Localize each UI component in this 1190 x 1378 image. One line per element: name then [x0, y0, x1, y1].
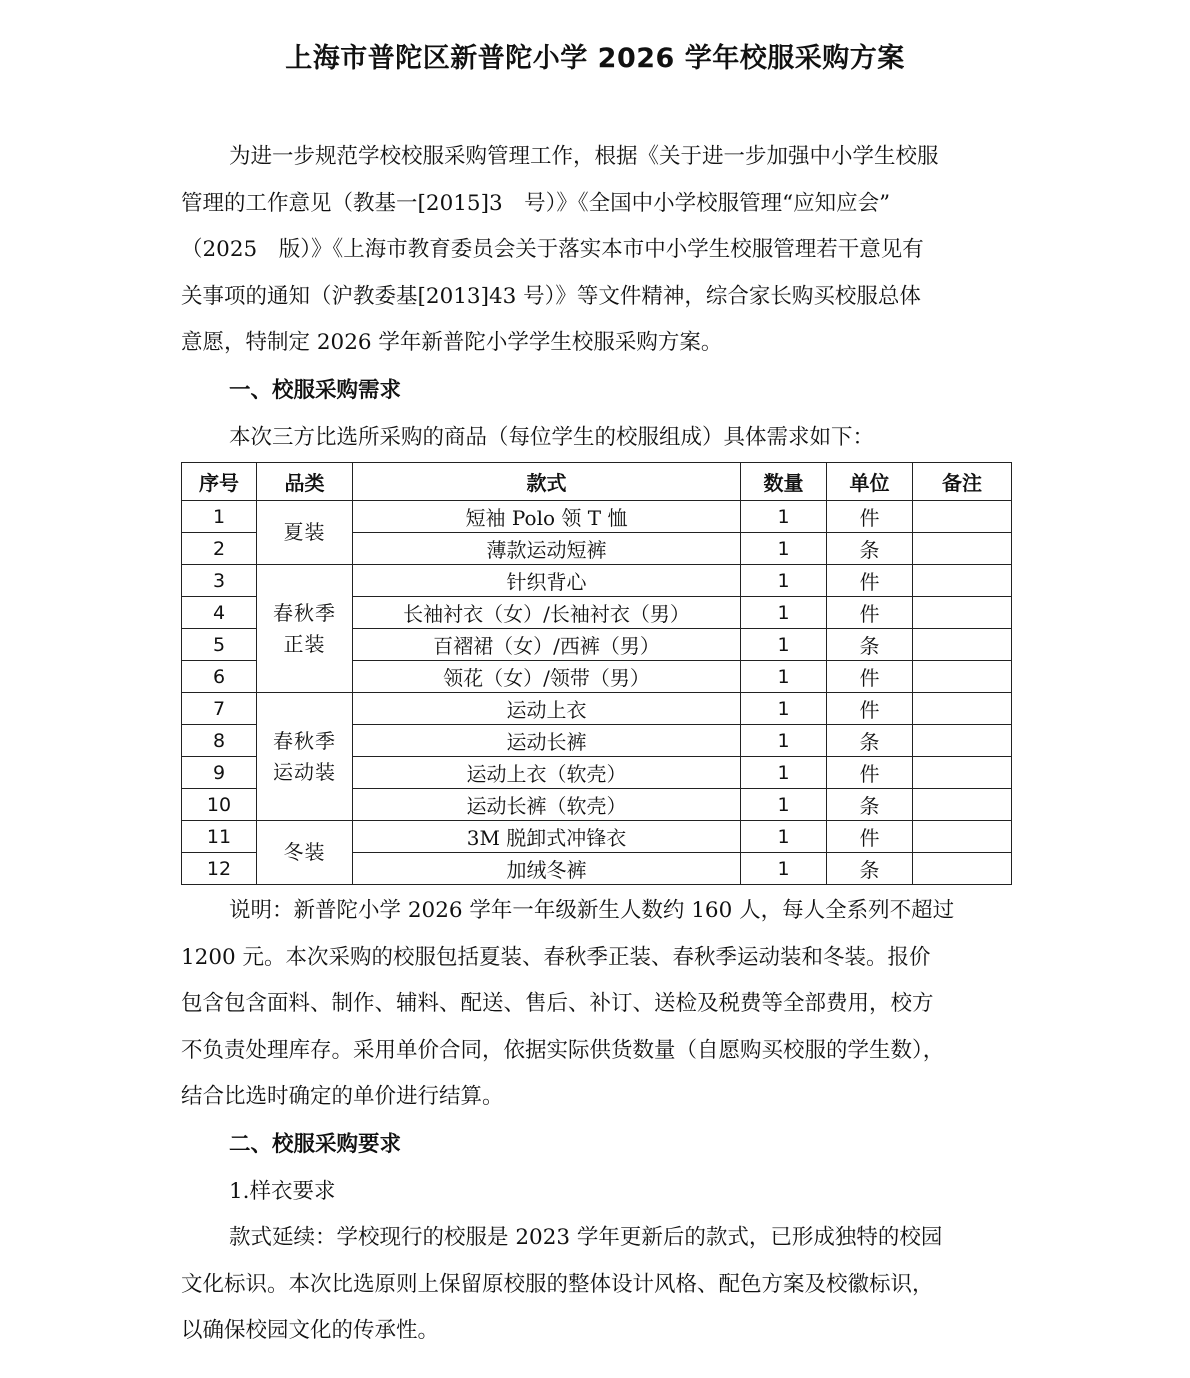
note-line: 包含包含面料、制作、辅料、配送、售后、补订、送检及税费等全部费用，校方 — [181, 991, 934, 1016]
intro-line: 管理的工作意见（教基一[2015]3 号）》《全国中小学校服管理“应知应会” — [181, 190, 891, 216]
cell-no: 12 — [182, 853, 257, 885]
header-style: 款式 — [353, 463, 741, 501]
cell-unit: 件 — [827, 597, 913, 629]
cell-qty: 1 — [741, 757, 827, 789]
section-1-heading: 一、校服采购需求 — [229, 378, 402, 403]
document-title: 上海市普陀区新普陀小学 2026 学年校服采购方案 — [285, 43, 905, 74]
cell-unit: 件 — [827, 501, 913, 533]
table-header-row — [182, 463, 1012, 501]
cell-note — [913, 725, 1012, 757]
cell-no: 6 — [182, 661, 257, 693]
cell-qty: 1 — [741, 693, 827, 725]
cell-qty: 1 — [741, 629, 827, 661]
cell-no: 3 — [182, 565, 257, 597]
cell-no: 8 — [182, 725, 257, 757]
cell-note — [913, 533, 1012, 565]
cell-unit: 件 — [827, 565, 913, 597]
intro-line: （2025 版）》《上海市教育委员会关于落实本市中小学生校服管理若干意见有 — [181, 237, 924, 262]
header-unit: 单位 — [827, 463, 913, 501]
category-line: 春秋季 — [273, 600, 336, 625]
cell-no: 1 — [182, 501, 257, 533]
intro-paragraph — [181, 134, 1011, 367]
category-line: 春秋季 — [273, 728, 336, 753]
intro-line: 为进一步规范学校校服采购管理工作，根据《关于进一步加强中小学生校服 — [229, 144, 939, 169]
cell-unit: 件 — [827, 693, 913, 725]
cell-note — [913, 629, 1012, 661]
cell-note — [913, 661, 1012, 693]
cell-qty: 1 — [741, 661, 827, 693]
header-qty: 数量 — [741, 463, 827, 501]
intro-line: 关事项的通知（沪教委基[2013]43 号）》等文件精神，综合家长购买校服总体 — [181, 283, 921, 309]
cell-qty: 1 — [741, 597, 827, 629]
cell-style: 长袖衬衣（女）/长袖衬衣（男） — [353, 597, 741, 629]
table-row — [182, 821, 1012, 853]
header-no: 序号 — [182, 463, 257, 501]
cell-qty: 1 — [741, 853, 827, 885]
cell-style: 薄款运动短裤 — [353, 533, 741, 565]
header-category: 品类 — [257, 463, 353, 501]
category-line: 正装 — [283, 631, 326, 656]
cell-note — [913, 757, 1012, 789]
cell-qty: 1 — [741, 501, 827, 533]
cell-unit: 件 — [827, 757, 913, 789]
cell-no: 2 — [182, 533, 257, 565]
cell-style: 短袖 Polo 领 T 恤 — [353, 501, 741, 533]
table-row — [182, 501, 1012, 533]
cell-category — [257, 565, 353, 693]
category-line: 夏装 — [283, 520, 326, 544]
cell-unit: 件 — [827, 821, 913, 853]
cell-qty: 1 — [741, 789, 827, 821]
cell-note — [913, 597, 1012, 629]
cell-note — [913, 693, 1012, 725]
cell-style: 加绒冬裤 — [353, 853, 741, 885]
cell-unit: 条 — [827, 853, 913, 885]
cell-qty: 1 — [741, 821, 827, 853]
cell-category — [257, 821, 353, 885]
note-line: 结合比选时确定的单价进行结算。 — [181, 1084, 504, 1109]
subsection-1-heading: 1.样衣要求 — [229, 1179, 336, 1204]
section-2-heading: 二、校服采购要求 — [229, 1132, 402, 1157]
cell-style: 针织背心 — [353, 565, 741, 597]
cell-no: 10 — [182, 789, 257, 821]
cell-unit: 件 — [827, 661, 913, 693]
note-line: 不负责处理库存。采用单价合同，依据实际供货数量（自愿购买校服的学生数）， — [181, 1037, 945, 1063]
note-paragraph — [181, 888, 1011, 1121]
cell-style: 百褶裙（女）/西裤（男） — [353, 629, 741, 661]
table-row — [182, 693, 1012, 725]
cell-style: 运动长裤 — [353, 725, 741, 757]
category-line: 运动装 — [273, 759, 336, 784]
cell-note — [913, 821, 1012, 853]
cell-no: 5 — [182, 629, 257, 661]
cell-no: 9 — [182, 757, 257, 789]
cell-note — [913, 501, 1012, 533]
cell-category — [257, 693, 353, 821]
cell-style: 3M 脱卸式冲锋衣 — [353, 821, 741, 853]
cell-unit: 条 — [827, 629, 913, 661]
sample-line: 文化标识。本次比选原则上保留原校服的整体设计风格、配色方案及校徽标识， — [181, 1271, 934, 1297]
cell-note — [913, 853, 1012, 885]
intro-line: 意愿，特制定 2026 学年新普陀小学学生校服采购方案。 — [181, 330, 723, 355]
cell-qty: 1 — [741, 725, 827, 757]
cell-style: 运动上衣 — [353, 693, 741, 725]
header-note: 备注 — [913, 463, 1012, 501]
cell-style: 运动长裤（软壳） — [353, 789, 741, 821]
cell-note — [913, 565, 1012, 597]
cell-unit: 条 — [827, 789, 913, 821]
cell-unit: 条 — [827, 533, 913, 565]
cell-qty: 1 — [741, 533, 827, 565]
cell-style: 运动上衣（软壳） — [353, 757, 741, 789]
section-1-lead: 本次三方比选所采购的商品（每位学生的校服组成）具体需求如下： — [229, 425, 875, 450]
sample-line: 款式延续：学校现行的校服是 2023 学年更新后的款式，已形成独特的校园 — [229, 1225, 943, 1250]
category-line: 冬装 — [283, 840, 326, 864]
cell-style: 领花（女）/领带（男） — [353, 661, 741, 693]
cell-no: 4 — [182, 597, 257, 629]
cell-category — [257, 501, 353, 565]
cell-unit: 条 — [827, 725, 913, 757]
note-line: 说明：新普陀小学 2026 学年一年级新生人数约 160 人，每人全系列不超过 — [229, 898, 955, 923]
cell-qty: 1 — [741, 565, 827, 597]
uniform-items-table — [181, 462, 1012, 885]
cell-no: 11 — [182, 821, 257, 853]
note-line: 1200 元。本次采购的校服包括夏装、春秋季正装、春秋季运动装和冬装。报价 — [181, 944, 931, 970]
cell-note — [913, 789, 1012, 821]
sample-line: 以确保校园文化的传承性。 — [181, 1318, 440, 1343]
sample-requirement-paragraph — [181, 1215, 1011, 1355]
cell-no: 7 — [182, 693, 257, 725]
table-row — [182, 565, 1012, 597]
